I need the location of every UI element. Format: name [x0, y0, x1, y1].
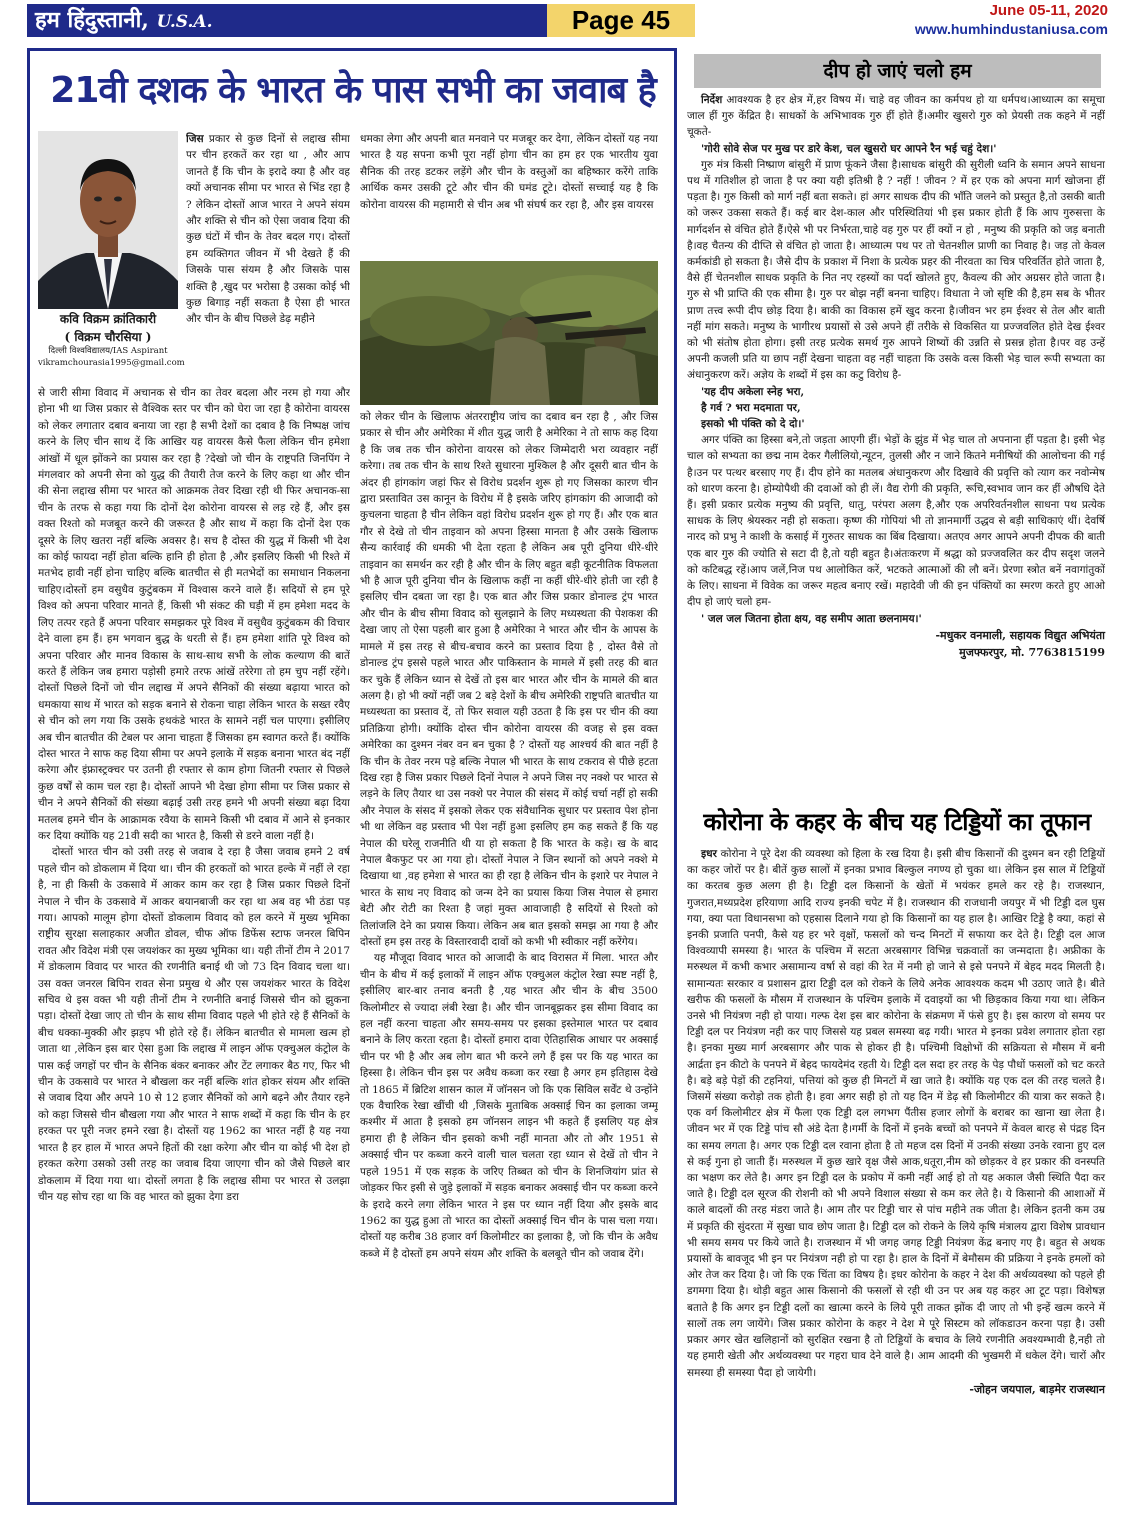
deep-paragraph-3: अगर पंक्ति का हिस्सा बने,तो जड़ता आएगी हीं। भेड़ों के झुंड में भेड़ चाल तो अपनाना हीं पड़ता है। इसी भेड़ चाल को सभ्यता का छद्म नाम देकर गैलीलियो,न्यूटन, तुलसी और न जाने कितने मनीषियों की आलोचना की गई है।उन पर पत्थर बरसाए गए हैं। दीप होने का मतलब अंधानुकरण और दिखावे की प्रवृत्ति को त्याग कर नवोन्मेष को धारण करना है। होम्योपैथी की दवाओं को ही लें। वैद्य रोगी की प्रकृति, रूचि,स्वभाव जान कर हीं औषधि देते हैं। इसी प्रकार प्रत्येक मनुष्य की प्रवृत्ति, धातु, परंपरा अलग है,और एक अपरिवर्तनशील साधना पथ प्रत्येक साधक के लिए श्रेयस्कर नही हो सकता। कृष्ण की गोपियां भी तो ज्ञानमार्गी उद्धव से बड़ी साधिकाएं थीं। देवर्षि नारद को प्रभु ने काशी के कसाई में गुरुतर साधक का बिंब दिखाया। अतएव अगर आपने अपनी दीपक की बाती एक बार गुरु की ज्योति से सटा दी है,तो यही बहुत है।अंतःकरण में श्रद्धा को प्रज्जवलित कर दीप सदृश जलने को कटिबद्ध रहें।आप जलें,निज पथ आलोकित करें, भटकते आत्माओं की लौ बनें। प्रेरणा स्त्रोत बनें नवागांतुकों के लिए। साधना में विवेक का जरूर महत्व बनाए रखें। महादेवी जी की इन पंक्तियों का स्मरण करते हुए आओ दीप हो जाएं चलो हम- [687, 434, 1105, 609]
col1-paragraph-1: से जारी सीमा विवाद में अचानक से चीन का तेवर बदला और नरम हो गया और होना भी था जिस प्रकार से वैश्विक स्तर पर चीन को घेरा जा रहा है कोरोना वायरस को लेकर लगातार दबाव बनाया जा रहा है सभी देशों का दबाव है कि निष्पक्ष जांच करने के लिए चीन साथ दें कि आखिर यह वायरस कैसे फैला लेकिन चीन हमेशा आंखों में धूल झोंकने का प्रयास कर रहा है ?देखो जो चीन के राष्ट्रपति जिनपिंग ने मंगलवार को अपनी सेना को युद्ध की तैयारी तेज करने के लिए कहा था और चीन की सेना लद्दाख सीमा पर भारत को आक्रमक तेवर दिखा रही थी फिर अचानक-सा चीन के तरफ से कहा गया कि दोनों देश कोरोना वायरस से लड़ रहे हैं, और इस वक्त रिश्तो को मजबूत करने की जरूरत है और साथ में कहा कि दोनों देश एक दूसरे के लिए खतरा नहीं बल्कि अवसर है। सच है दोस्त की युद्ध में किसी भी देश का कोई फायदा नहीं होता बल्कि हानि ही होता है ,और इसलिए किसी भी रिश्ते में मतभेद हावी नहीं होना चाहिए बल्कि बातचीत से ही मतभेदों का समाधान निकलना चाहिए।दोस्तों हम वसुधैव कुटुंबकम में विश्वास करने वाले हैं। सदियों से हम पूरे विश्व को अपना परिवार मानते हैं, किसी भी संकट की घड़ी में हम हमेशा मदद के लिए तत्पर रहते हैं अपना परिवार समझकर पूरे विश्व में वसुधैव कुटुंबकम की विचार देने वाला हम हैं। हम भगवान बुद्ध के धरती से हैं। हम हमेशा शांति पूरे विश्व को अपना परिवार और मानव विकास के साथ-साथ सभी के लोक कल्याण की बातें करते हैं लेकिन जब हमारा पड़ोसी हमारे तरफ आंखें तरेरेगा तो हम चुप नहीं रहेंगे। दोस्तों पिछले दिनों जो चीन लद्दाख में अपने सैनिकों की संख्या बढ़ाया भारत को धमकाया साथ में भारत को सड़क बनाने से रोकना चाहा लेकिन भारत के सख्त रवैए से चीन को लग गया कि उसके हथकंडे भारत के सामने नहीं चल पाएगा। इसीलिए अब चीन बातचीत की टेबल पर आना चाहता हैं जिसका हम स्वागत करते हैं। क्योंकि दोस्त भारत ने साफ कह दिया सीमा पर अपने इलाके में सड़क बनाना भारत बंद नहीं करेगा और इंफ्रास्ट्रक्चर पर उतनी ही रफ्तार से काम होगा जितनी रफ्तार से पिछले कुछ वर्षों से काम चल रहा है। दोस्तों आपने भी देखा होगा सीमा पर जिस प्रकार से चीन ने अपने सैनिकों की संख्या बढ़ाई उसी तरह हमने भी अपनी संख्या बढ़ा दिया मतलब हमने चीन के आक्रामक रवैया के सामने किसी भी दबाव में आने से इनकार कर दिया क्योंकि यह 21वी सदी का भारत है, किसी से डरने वाला नहीं है। [38, 387, 350, 842]
deep-paragraph-1: आवश्यक है हर क्षेत्र में,हर विषय में। चाहे वह जीवन का कर्मपथ हो या धर्मपथ।आध्यात्म का समूचा जाल हीं गुरु केंद्रित है। साधकों के अभिभावक गुरु हीं होते हैं।अमीर खुसरो गुरु को प्रेयसी तक कहने में नहीं चूकते- [687, 94, 1105, 139]
author-email[interactable]: vikramchourasia1995@gmail.com [38, 358, 185, 368]
header-right [700, 2, 1108, 40]
col2-paragraph-1: को लेकर चीन के खिलाफ अंतरराष्ट्रीय जांच का दबाव बन रहा है , और जिस प्रकार से चीन और अमेरिका में शीत युद्ध जारी है अमेरिका ने तो साफ कह दिया है कि जब तक चीन कोरोना वायरस को लेकर जिम्मेदारी भरा व्यवहार नहीं करेगा। तब तक चीन के साथ रिश्ते सुधारना मुश्किल है और दूसरी बात चीन के अंदर ही हांगकांग जहां फिर से विरोध प्रदर्शन शुरू हो गए जिसका कारण चीन द्वारा प्रस्तावित उस कानून के विरोध में है इसके जरिए हांगकांग की आजादी को कुचलना चाहता है चीन लेकिन वहां विरोध प्रदर्शन शुरू हो गए हैं। और एक बात गौर से देखे तो चीन ताइवान को अपना हिस्सा मानता है और उसके खिलाफ सैन्य कार्रवाई की धमकी भी देता रहता है लेकिन अब पूरी दुनिया धीरे-धीरे ताइवान का समर्थन कर रही है और चीन के लिए बहुत बड़ी कूटनीतिक विफलता भी है आज पूरी दुनिया चीन के खिलाफ कहीं ना कहीं धीरे-धीरे होती जा रही है इसलिए चीन दबता जा रहा है। एक बात और जिस प्रकार डोनाल्ड ट्रंप भारत और चीन के बीच सीमा विवाद को सुलझाने के लिए मध्यस्थता की पेशकश की देखा जाए तो ऐसा पहली बार हुआ है अमेरिका ने भारत और चीन के आपस के मामले में इस तरह से बीच-बचाव करने का प्रस्ताव दिया है , दोस्त वैसे तो डोनाल्ड ट्रंप इससे पहले भारत और पाकिस्तान के मामले में इसी तरह की बात कर चुके हैं लेकिन ध्यान से देखें तो इस बार भारत और चीन के मामले की बात अलग है। हो भी क्यों नहीं जब 2 बड़े देशों के बीच अमेरिकी राष्ट्रपति बातचीत या मध्यस्थता का प्रस्ताव दें, तो फिर सवाल यही उठता है कि इस पर चीन की क्या प्रतिक्रिया होगी। क्योंकि दोस्त चीन कोरोना वायरस की वजह से इस वक्त अमेरिका का दुश्मन नंबर वन बन चुका है ? दोस्तों यह आश्चर्य की बात नहीं है कि चीन के तेवर नरम पड़े बल्कि नेपाल भी भारत के साथ टकराव से पीछे हटता दिख रहा है जिस प्रकार पिछले दिनों नेपाल ने अपने जिस नए नक्शे पर भारत से लड़ने के लिए तैयार था उस नक्शे पर नेपाल की संसद में कोई चर्चा नहीं हो सकी और नेपाल के संसद में इसको लेकर एक संवैधानिक सुधार पर प्रस्ताव पेश होना भी था लेकिन वह प्रस्ताव भी पेश नहीं हुआ इसलिए हम कह सकते हैं कि यह नेपाल की घरेलू राजनीति थी या हो सकता है कि भारत के कड़े। ख के बाद नेपाल बैकफुट पर आ गया हो। दोस्तों नेपाल ने जिन स्थानों को अपने नक्शे मे दिखाया था ,वह हमेशा से भारत का ही रहा है लेकिन चीन के इशारे पर नेपाल ने भारत के साथ नए विवाद को जन्म देने का प्रयास किया जिस नेपाल से हमारा बेटी और रोटी का रिश्ता है जहां मुक्त आवाजाही है सदियों से रिश्तो को तिलांजलि देने का प्रयास किया। लेकिन अब बात इसको समझ आ गया है और दोस्तों हम इस तरह के विस्तारवादी दावों को कभी भी स्वीकार नहीं करेंगेय। [360, 411, 658, 948]
col2-top-text: धमका लेगा और अपनी बात मनवाने पर मजबूर कर देगा, लेकिन दोस्तों यह नया भारत है यह सपना कभी पूरा नहीं होगा चीन का हम हर एक भारतीय युवा सैनिक की तरह डटकर लड़ेंगे और चीन के वस्तुओं का बहिष्कार करेंगे ताकि आर्थिक कमर उसकी टूटे और चीन की घमंड टूटे। दोस्तों सच्चाई यह है कि कोरोना वायरस की महामारी से चीन अब भी संघर्ष कर रहा है, और इस वायरस [360, 133, 658, 211]
deep-poem-line-1: 'यह दीप अकेला स्नेह भरा, [701, 385, 805, 398]
masthead [27, 4, 547, 37]
author-photo-illustration [38, 131, 178, 309]
deep-quote-1: 'गोरी सोवे सेज पर मुख पर डारे केश, चल खुसरो घर आपने रैन भई चहुं देश।' [701, 142, 997, 155]
soldiers-photo-illustration [360, 261, 658, 405]
corona-byline: -जोहन जयपाल, बाड़मेर राजस्थान [969, 1382, 1105, 1396]
deep-quote-2: ' जल जल जितना होता क्षय, वह समीप आता छलनामय।' [701, 612, 922, 625]
article-col1-top [186, 131, 350, 383]
soldiers-photo [360, 261, 658, 405]
corona-article [687, 846, 1105, 1506]
col1-paragraph-2: दोस्तों भारत चीन को उसी तरह से जवाब दे रहा है जैसा जवाब हमने 2 वर्ष पहले चीन को डोकलाम में दिया था। चीन की हरकतों को भारत हल्के में नहीं ले रहा है, ना ही किसी के उकसावे में आकर काम कर रहा है जिस प्रकार पिछले दिनों नेपाल ने चीन के उकसावे में आकर बयानबाजी कर रहा था अब वह भी ठंडा पड़ गया। आपको मालूम होगा दोस्तों डोकलाम विवाद को हल करने में मुख्य भूमिका राष्ट्रीय सुरक्षा सलाहकार अजीत डोवल, चीफ ऑफ डिफेंस स्टाफ जनरल बिपिन रावत और विदेश मंत्री एस जयशंकर का मुख्य भूमिका था। यही तीनों टीम ने 2017 में डोकलाम विवाद पर भारत की रणनीति बनाई थी जो 73 दिन विवाद चला था। उस वक्त जनरल बिपिन रावत सेना प्रमुख थे और एस जयशंकर भारत के विदेश सचिव थे इस वक्त भी यही तीनों टीम ने रणनीति बनाई जिससे चीन को झुकना पड़ा। दोस्तों देखा जाए तो चीन के साथ सीमा विवाद पहले भी होते रहे हैं सैनिकों के बीच धक्का-मुक्की और झड़प भी होते रहे हैं। लेकिन बातचीत से मामला खत्म हो जाता था ,लेकिन इस बार ऐसा हुआ कि लद्दाख में लाइन ऑफ एक्चुअल कंट्रोल के पास कई जगहों पर चीन के सैनिक बंकर बनाकर और टेंट लगाकर बैठ गए, फिर भी चीन के उकसावे पर भारत ने बौखला कर नहीं बल्कि शांत होकर संयम और शक्ति से जवाब दिया और अपने 10 से 12 हजार सैनिकों को आगे बढ़ने और तैयार रहने को कहा जिससे चीन बौखला गया और भारत ने साफ शब्दों में कहा कि चीन के हर हरकत पर पूरी नजर हमने रखा है। दोस्तों यह 1962 का भारत नहीं है यह नया भारत है हर हाल में भारत अपने हितों की रक्षा करेगा और चीन या कोई भी देश हो हरकत करेगा उसको उसी तरह का जवाब दिया जाएगा चीन को जैसे पिछले बार डोकलाम में दिया गया था। दोस्तों लगता है कि लद्दाख सीमा पर भारत से उलझा चीन यह सोच रहा था कि वह भारत को झुका देगा डरा [38, 846, 350, 1203]
deep-poem-line-2: है गर्व ? भरा मदमाता पर, [701, 401, 801, 414]
deep-article [687, 92, 1105, 822]
corona-article-title: कोरोना के कहर के बीच यह टिड्डियों का तूफान [703, 808, 1091, 836]
page-header [0, 0, 1135, 40]
article-col2-top [360, 131, 658, 259]
masthead-usa: U.S.A. [156, 12, 213, 32]
lead-word: जिस [186, 133, 204, 145]
main-headline: 21वी दशक के भारत के पास सभी का जवाब है [50, 70, 656, 111]
right-panel [683, 48, 1113, 1508]
author-box [38, 131, 185, 383]
deep-paragraph-2: गुरु मंत्र किसी निष्प्राण बांसुरी में प्राण फूंकने जैसा है।साधक बांसुरी की सुरीली ध्वनि के समान अपने साधना पथ में गतिशील हो जाता है पर क्या यही इतिश्री है ? नहीं ! जीवन ? में हर एक को अपना मार्ग खोजना हीं पड़ता है। गुरु किसी को मार्ग नहीं बता सकते। हां अगर साधक दीप की भाँति जलने को प्रस्तुत है,तो उसकी बाती को जरूर उकसा सकते हैं। कई बार देश-काल और परिस्थितियां भी इस प्रकार होती हैं कि आप गुरुसत्ता के मार्गदर्शन से वंचित होते हैं।ऐसे भी पर निर्भरता,चाहे वह गुरु पर हीं क्यों न हो , मनुष्य की प्रकृति को जड़ बनाती है।वह चैतन्य की दीप्ति से वंचित हो जाता है। आध्यात्म पथ पर तो चेतनशील प्राणी का निवाह है। जड़ तो केवल कर्मकांडी हो सकता है। जैसे दीप के प्रकाश में निशा के प्रत्येक प्रहर की नीरवता का चित्र परिवर्तित होते जाता है, वैसे हीं चेतनशील साधक प्रकृति के नित नए रहस्यों का पर्दा खोलते हुए, कैवल्य की ओर अग्रसर होते जाता है। गुरु से भी प्राप्ति की एक सीमा है। गुरु पर बोझ नहीं बनना चाहिए। विधाता ने जो सृष्टि की है,हम सब के भीतर प्राण तत्त्व रूपी दीप छोड़ दिया है। बाकी का विकास हमें खुद करना है।जीवन भर हम ईश्वर से तेल और बाती नहीं मांग सकते। मनुष्य के भागीरथ प्रयासों से उसे अपने हीं तरीके से विकसित या प्रज्जवलित होते देख ईश्वर को भी संतोष होता होगा। इसी तरह प्रत्येक समर्थ गुरु आपने शिष्यों की उन्नति से प्रसन्न होता है।पर वह उन्हें अपनी कजली प्रति या छाप नहीं देखना चाहता वह नहीं चाहता कि उसके वत्स किसी भेड़ चाल रूपी सभ्यता का अंधानुकरण करें। अज्ञेय के शब्दों में इस का कटु विरोध है- [687, 158, 1105, 382]
deep-poem-line-3: इसको भी पंक्ति को दे दो।' [701, 418, 805, 431]
deep-byline-1: -मधुकर वनमाली, सहायक विद्युत अभियंता [935, 628, 1105, 642]
deep-byline-2: मुजफ्फरपुर, मो. 7763815199 [959, 645, 1105, 659]
corona-lead-word: इधर [701, 848, 717, 860]
corona-body: कोरोना ने पूरे देश की व्यवस्था को हिला के रख दिया है। इसी बीच किसानों की दुश्मन बन रही टिड्डियों का कहर जोरों पर है। बीतें कुछ सालों में इनका प्रभाव बिल्कुल नगण्य हो चुका था। लेकिन इस साल में टिड्डियों का करतब कुछ अलग ही है। टिड्डी दल किसानों के खेतों में भयंकर हमले कर रहे है। राजस्थान, गुजरात,मध्यप्रदेश हरियाणा आदि राज्य इनकी चपेट में है। राजस्थान की राजधानी जयपुर में भी टिड्डी दल घुस गया, क्या पता विधानसभा को एहसास दिलाने गया हो कि किसानों का यह हाल है। आखिर टिड्डे है क्या, कहां से इनकी प्रजाति पनपी, कैसे यह हर भरे वृक्षों, फसलों को चन्द मिनटों में सफाया कर देते है। टिड्डी दल आज विश्वव्यापी समस्या है। भारत के पश्चिम में सटता अरबसागर विभिन्न चक्रवातों का जन्मदाता है। अफ्रीका के मरुस्थल में कभी कभार असामान्य वर्षा से वहां की रेत में नमी हो जाने से इसे पनपने में बेहद मदद मिलती है। सामान्यतः सरकार व प्रशासन द्वारा टिड्डी दल को रोकने के लिये अनेक आवश्यक कदम भी उठाए जाते है। बीते खरीफ की फसलों के मौसम में राजस्थान के पश्चिम इलाके में दवाइयों का भी छिड़काव किया गया था। लेकिन उनसे भी नियंत्रण नही हो पाया। गल्फ देश इस बार कोरोना के संक्रमण में फंसे हुए है। इस कारण वो समय पर टिड्डी दल पर नियंत्रण नही कर पाए जिससे यह प्रबल समस्या बढ़ गयी। भारत मे इनका प्रवेश लगातार होता रहा है। इनका मुख्य मार्ग अरबसागर और पाक से होकर ही है। पश्चिमी विक्षोभों की सक्रियता से मौसम में बनी आर्द्रता इन कीटो के पनपने में बेहद फायदेमंद रहती ये। टिड्डी दल सदा हर तरह के पेड़ पौधों फसलों को चट करते है। बड़े बड़े पेड़ों की टहनियां, पत्तियां को कुछ ही मिनटों में खा जाते है। क्योंकि यह एक दल की तरह चलते है। जिसमें संख्या करोड़ो तक होती है। हवा अगर सही हो तो यह दिन में डेढ़ सौ किलोमीटर की यात्रा कर सकते है। एक वर्ग किलोमीटर क्षेत्र में फैला एक टिड्डी दल लगभग पैंतीस हजार लोगों के बराबर का खाना खा लेता है। जीवन भर में एक टिड्डे पांच सौ अंडे देता है।गर्मी के दिनों में इनके बच्चों को पनपने में केवल बारह से पंद्रह दिन का समय लगता है। अगर एक टिड्डी दल रवाना होता है तो महज दस दिनों में उनकी संख्या उनके रवाना हुए दल से कई गुना हो जाती हैं। मरुस्थल में कुछ खारे वृक्ष जैसे आक,धतूरा,नीम को छोड़कर वे हर प्रकार की वनस्पति का भक्षण कर लेते है। अगर इन टिड्डी दल के प्रकोप में कमी नहीं आई हो तो यह अकाल जैसी स्थिति पैदा कर जाते है। टिड्डी दल सूरज की रोशनी को भी अपने विशाल संख्या से कम कर लेते है। ये किसानो की आशाओं में काले बादलों की तरह मंडरा जाते है। आम तौर पर टिड्डी चार से पांच महीने तक जीता है। लेकिन इतनी कम उम्र में प्रकृति की सुंदरता में सुखा घाव छोप जाता है। टिड्डी दल को रोकने के लिये कृषि मंत्रालय द्वारा विशेष प्रावधान भी समय समय पर किये जाते है। राजस्थान में भी जगह जगह टिड्डी नियंत्रण केंद्र बनाए गए है। बहुत से अथक प्रयासों के बावजूद भी इन पर नियंत्रण नही हो पा रहा है। हाल के दिनों में बेमौसम की प्रक्रिया ने इनके हमलों को ओर तेज कर दिया है। जो कि एक चिंता का विषय है। इधर कोरोना के कहर ने देश की अर्थव्यवस्था को पहले ही डगमगा दिया है। थोड़ी बहुत आस किसानो की फसलों से रही थी उन पर अब यह कहर आ टूट पड़ा। विशेषज्ञ बताते है कि अगर इन टिड्डी दलों का खात्मा करने के लिये पूरी ताकत झोंक दी जाए तो भी इन्हें खत्म करने में सालों तक लग जायेंगे। जिस प्रकार कोरोना के कहर ने देश मे पूरे सिस्टम को लॉकडाउन करना पड़ा है। उसी प्रकार अगर खेत खलिहानों को सुरक्षित रखना है तो टिड्डियों के बचाव के लिये रणनीति अवश्यम्भावी है,नही तो यह हमारी खेती और अर्थव्यवस्था पर गहरा घाव देने वाले है। आम आदमी की भुखमरी में धकेल देंगे। चारों और समस्या ही समस्या पैदा हो जायेगी। [687, 848, 1106, 1379]
page-number: Page 45 [547, 4, 695, 37]
author-affiliation: दिल्ली विश्वविद्यालय/IAS Aspirant [48, 346, 168, 356]
col2-paragraph-2: यह मौजूदा विवाद भारत को आजादी के बाद विरासत में मिला. भारत और चीन के बीच में कई इलाकों में लाइन ऑफ एक्चुअल कंट्रोल रेखा स्पष्ट नहीं है, इसीलिए बार-बार तनाव बनती है ,यह भारत और चीन के बीच 3500 किलोमीटर से ज्यादा लंबी रेखा है। और चीन जानबूझकर इस सीमा विवाद का हल नहीं करना चाहता और समय-समय पर इसका इस्तेमाल भारत पर दबाव बनाने के लिए करता रहता है। दोस्तों हमारा दावा ऐतिहासिक आधार पर अक्साई चीन पर भी है और अब लोग बात भी करने लगे हैं इस पर कि यह भारत का हिस्सा है। लेकिन चीन इस पर अवैध कब्जा कर रखा है अगर हम इतिहास देखे तो 1865 में ब्रिटिश शासन काल में जॉनसन जो कि एक सिविल सर्वेंट थे उन्होंने एक वैचारिक रेखा खींची थी ,जिसके मुताबिक अक्साई चिन का इलाका जम्मू कश्मीर में आता है इसको हम जॉनसन लाइन भी कहते हैं इसलिए यह क्षेत्र हमारा ही है लेकिन चीन इसको कभी नहीं मानता और तो और 1951 से अक्साई चीन पर कब्जा करने वाली चाल चलता रहा ध्यान से देखें तो चीन ने पहले 1951 में एक सड़क के जरिए तिब्बत को चीन के शिनजियांग प्रांत से जोड़कर फिर इसी से जुड़े इलाकों में सड़क बनाकर अक्साई चीन पर कब्जा करने के इरादे करने लगा लेकिन भारत ने इस पर ध्यान नहीं दिया और इसके बाद 1962 का युद्ध हुआ तो भारत का दोस्तों अक्साई चिन चीन के पास चला गया। दोस्तों यह करीब 38 हजार वर्ग किलोमीटर का इलाका है, जो कि चीन के अवैध कब्जे में है दोस्तों हम अपने संयम और शक्ति के बलबूते चीन को जवाब देंगे। [360, 952, 658, 1260]
website-link[interactable]: www.humhindustaniusa.com [914, 21, 1108, 37]
deep-article-title: दीप हो जाएं चलो हम [694, 54, 1101, 88]
main-article [27, 48, 677, 1505]
article-col2 [360, 409, 658, 1497]
deep-lead-word: निर्देश [701, 94, 723, 106]
masthead-title: हम हिंदुस्तानी, [35, 7, 149, 33]
author-portrait [38, 131, 178, 309]
author-name: कवि विक्रम क्रांतिकारी [59, 312, 157, 326]
author-alias: ( विक्रम चौरसिया ) [64, 330, 152, 344]
issue-date: June 05-11, 2020 [989, 2, 1108, 19]
article-col1 [38, 385, 350, 1497]
col1-top-text: प्रकार से कुछ दिनों से लद्दाख सीमा पर चीन हरकतें कर रहा था , और आप जानते हैं कि चीन के इरादे क्या है और वह क्यों अचानक सीमा पर भारत से भिंड रहा है ? लेकिन दोस्तों आज भारत ने अपने संयम और शक्ति से चीन को ऐसा जवाब दिया की कुछ घंटों में चीन के तेवर बदल गए। दोस्तों हम व्यक्तिगत जीवन में भी देखते हैं की जिसके पास संयम है और जिसके पास शक्ति है ,खुद पर भरोसा है उसका कोई भी कुछ बिगाड़ नहीं सकता है ऐसा ही भारत और चीन के बीच पिछले डेढ़ महीने [186, 133, 350, 326]
